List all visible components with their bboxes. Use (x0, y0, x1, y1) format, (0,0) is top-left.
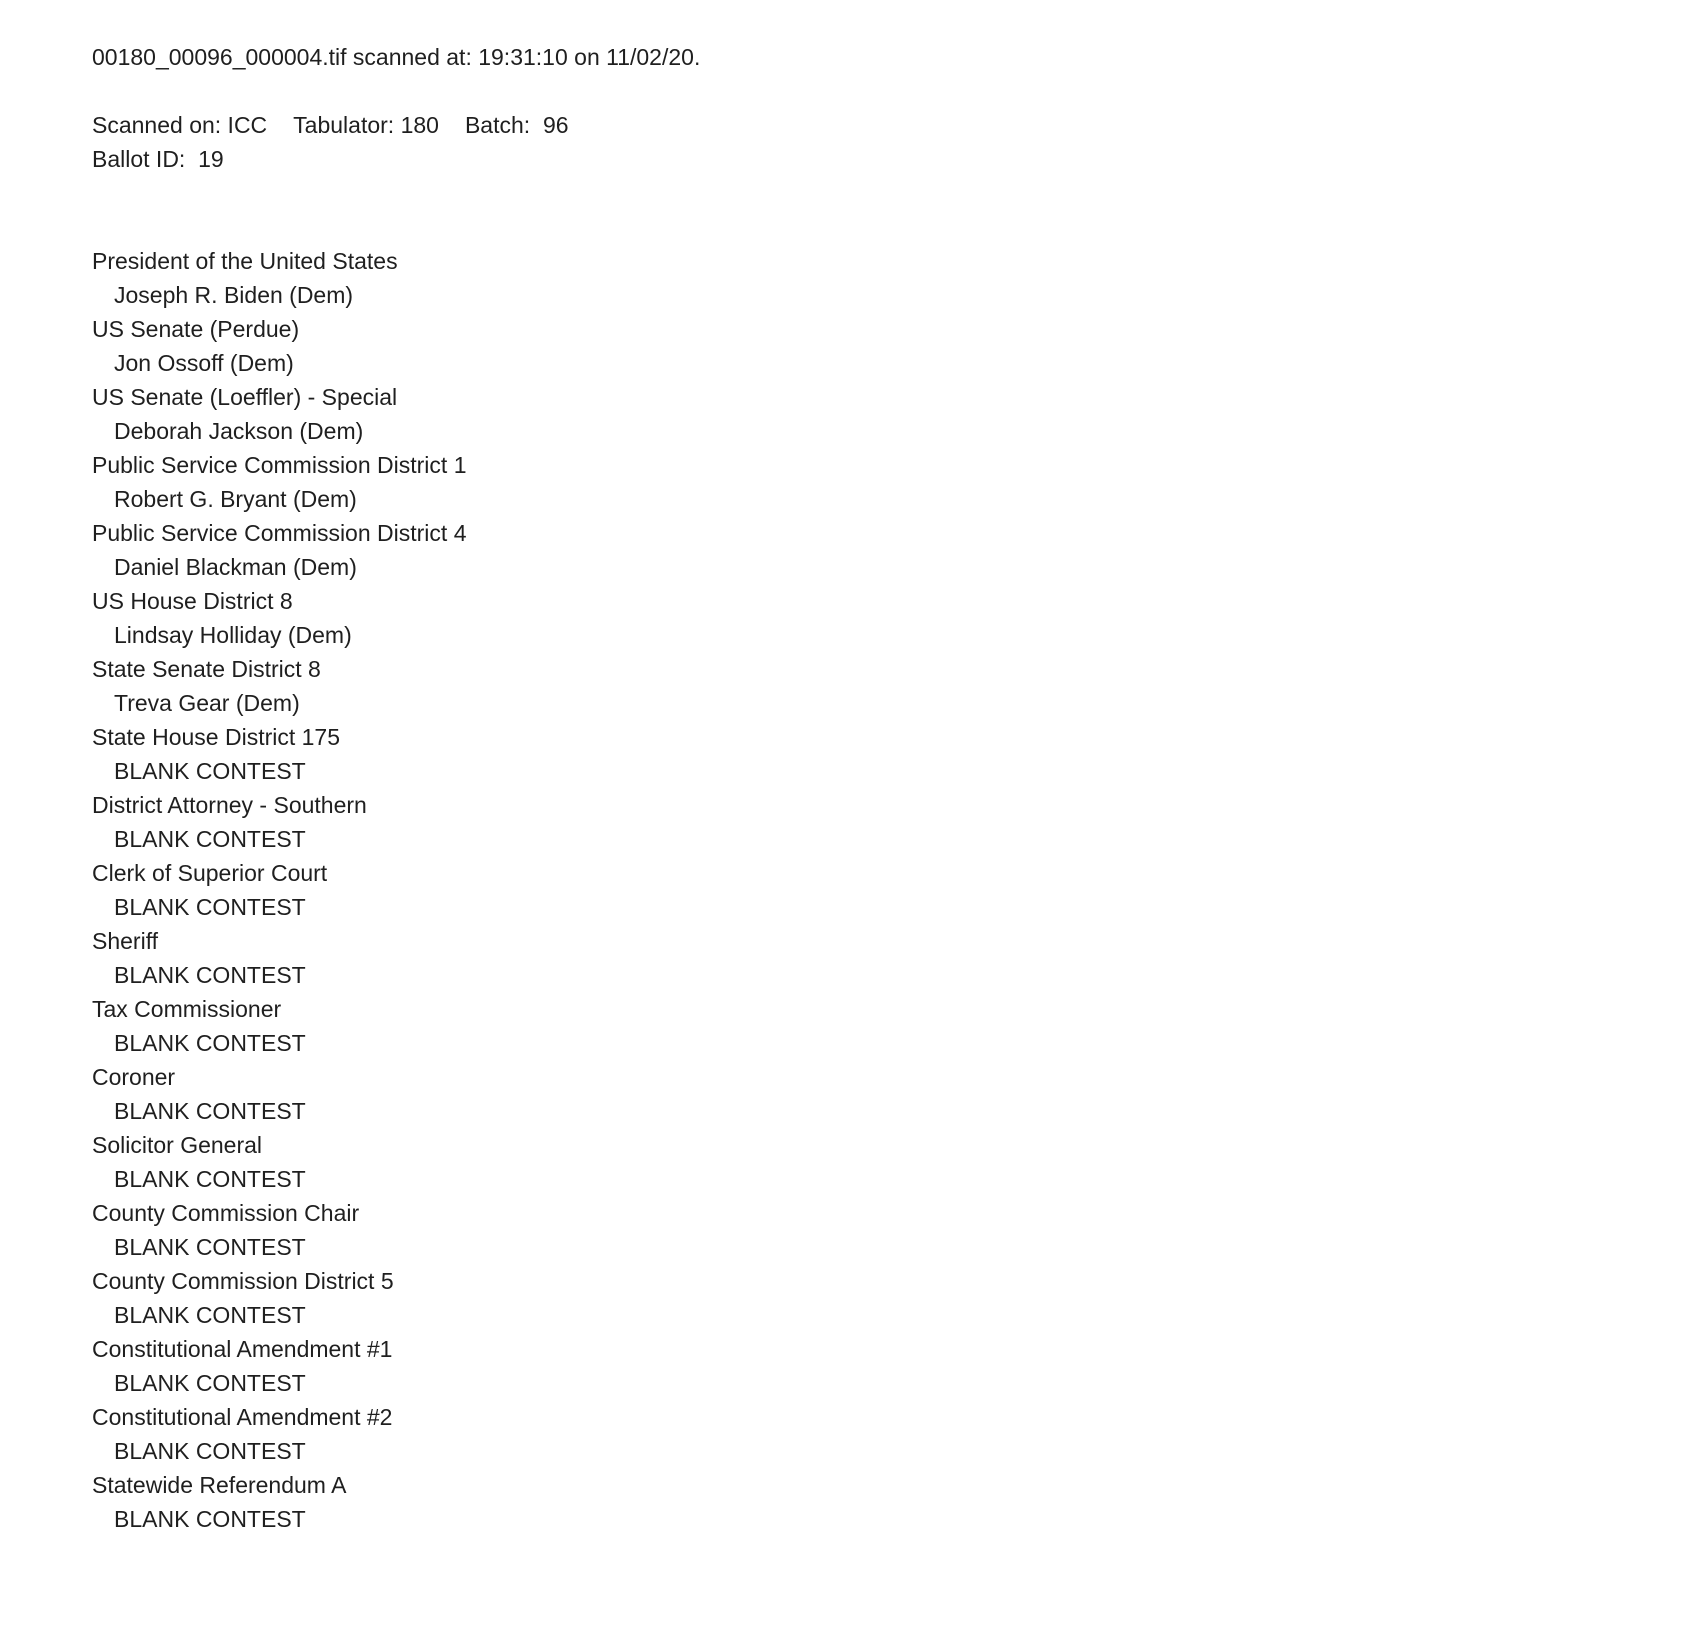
contest-entry (92, 1196, 1647, 1264)
batch-field: Batch: 96 (464, 112, 569, 138)
contest-entry (92, 312, 1647, 380)
contest-name: Statewide Referendum A (92, 1472, 347, 1498)
contest-entry (92, 448, 1647, 516)
contest-vote: BLANK CONTEST (114, 1166, 306, 1192)
contest-name: County Commission Chair (92, 1200, 360, 1226)
contest-name: President of the United States (92, 248, 398, 274)
contest-vote: BLANK CONTEST (114, 894, 306, 920)
contest-name: Coroner (92, 1064, 176, 1090)
contest-name: State Senate District 8 (92, 656, 321, 682)
contest-vote: Jon Ossoff (Dem) (114, 350, 294, 376)
contest-entry (92, 788, 1647, 856)
contest-vote: BLANK CONTEST (114, 1506, 306, 1532)
contest-name: Public Service Commission District 4 (92, 520, 467, 546)
contest-name: Clerk of Superior Court (92, 860, 328, 886)
contest-list (92, 244, 1647, 1536)
contest-vote: BLANK CONTEST (114, 1438, 306, 1464)
contest-name: State House District 175 (92, 724, 341, 750)
contest-entry (92, 584, 1647, 652)
contest-name: Constitutional Amendment #1 (92, 1336, 393, 1362)
contest-vote: Robert G. Bryant (Dem) (114, 486, 357, 512)
contest-vote: Deborah Jackson (Dem) (114, 418, 364, 444)
contest-name: US Senate (Loeffler) - Special (92, 384, 398, 410)
contest-name: US House District 8 (92, 588, 293, 614)
scan-filename-line: 00180_00096_000004.tif scanned at: 19:31:10 on 11/02/20. (92, 44, 701, 70)
contest-vote: Joseph R. Biden (Dem) (114, 282, 354, 308)
contest-entry (92, 244, 1647, 312)
contest-name: US Senate (Perdue) (92, 316, 300, 342)
contest-vote: BLANK CONTEST (114, 1234, 306, 1260)
contest-vote: BLANK CONTEST (114, 826, 306, 852)
contest-vote: BLANK CONTEST (114, 962, 306, 988)
contest-entry (92, 516, 1647, 584)
contest-entry (92, 1060, 1647, 1128)
contest-vote: Daniel Blackman (Dem) (114, 554, 357, 580)
contest-name: Constitutional Amendment #2 (92, 1404, 393, 1430)
scan-info-row (92, 108, 1647, 142)
contest-entry (92, 652, 1647, 720)
contest-entry (92, 720, 1647, 788)
contest-vote: Treva Gear (Dem) (114, 690, 300, 716)
contest-name: Solicitor General (92, 1132, 263, 1158)
contest-name: District Attorney - Southern (92, 792, 367, 818)
ballot-id-field: Ballot ID: 19 (92, 146, 224, 172)
contest-vote: BLANK CONTEST (114, 1302, 306, 1328)
contest-entry (92, 992, 1647, 1060)
scanned-on-field: Scanned on: ICC (92, 112, 268, 138)
contest-entry (92, 1332, 1647, 1400)
tabulator-field: Tabulator: 180 (293, 112, 439, 138)
contest-name: Public Service Commission District 1 (92, 452, 467, 478)
contest-name: Tax Commissioner (92, 996, 282, 1022)
contest-name: County Commission District 5 (92, 1268, 394, 1294)
contest-entry (92, 856, 1647, 924)
contest-entry (92, 1128, 1647, 1196)
contest-entry (92, 1400, 1647, 1468)
contest-entry (92, 1468, 1647, 1536)
contest-name: Sheriff (92, 928, 159, 954)
contest-entry (92, 380, 1647, 448)
contest-entry (92, 1264, 1647, 1332)
contest-vote: BLANK CONTEST (114, 1370, 306, 1396)
contest-vote: BLANK CONTEST (114, 758, 306, 784)
contest-entry (92, 924, 1647, 992)
contest-vote: BLANK CONTEST (114, 1030, 306, 1056)
contest-vote: Lindsay Holliday (Dem) (114, 622, 352, 648)
contest-vote: BLANK CONTEST (114, 1098, 306, 1124)
